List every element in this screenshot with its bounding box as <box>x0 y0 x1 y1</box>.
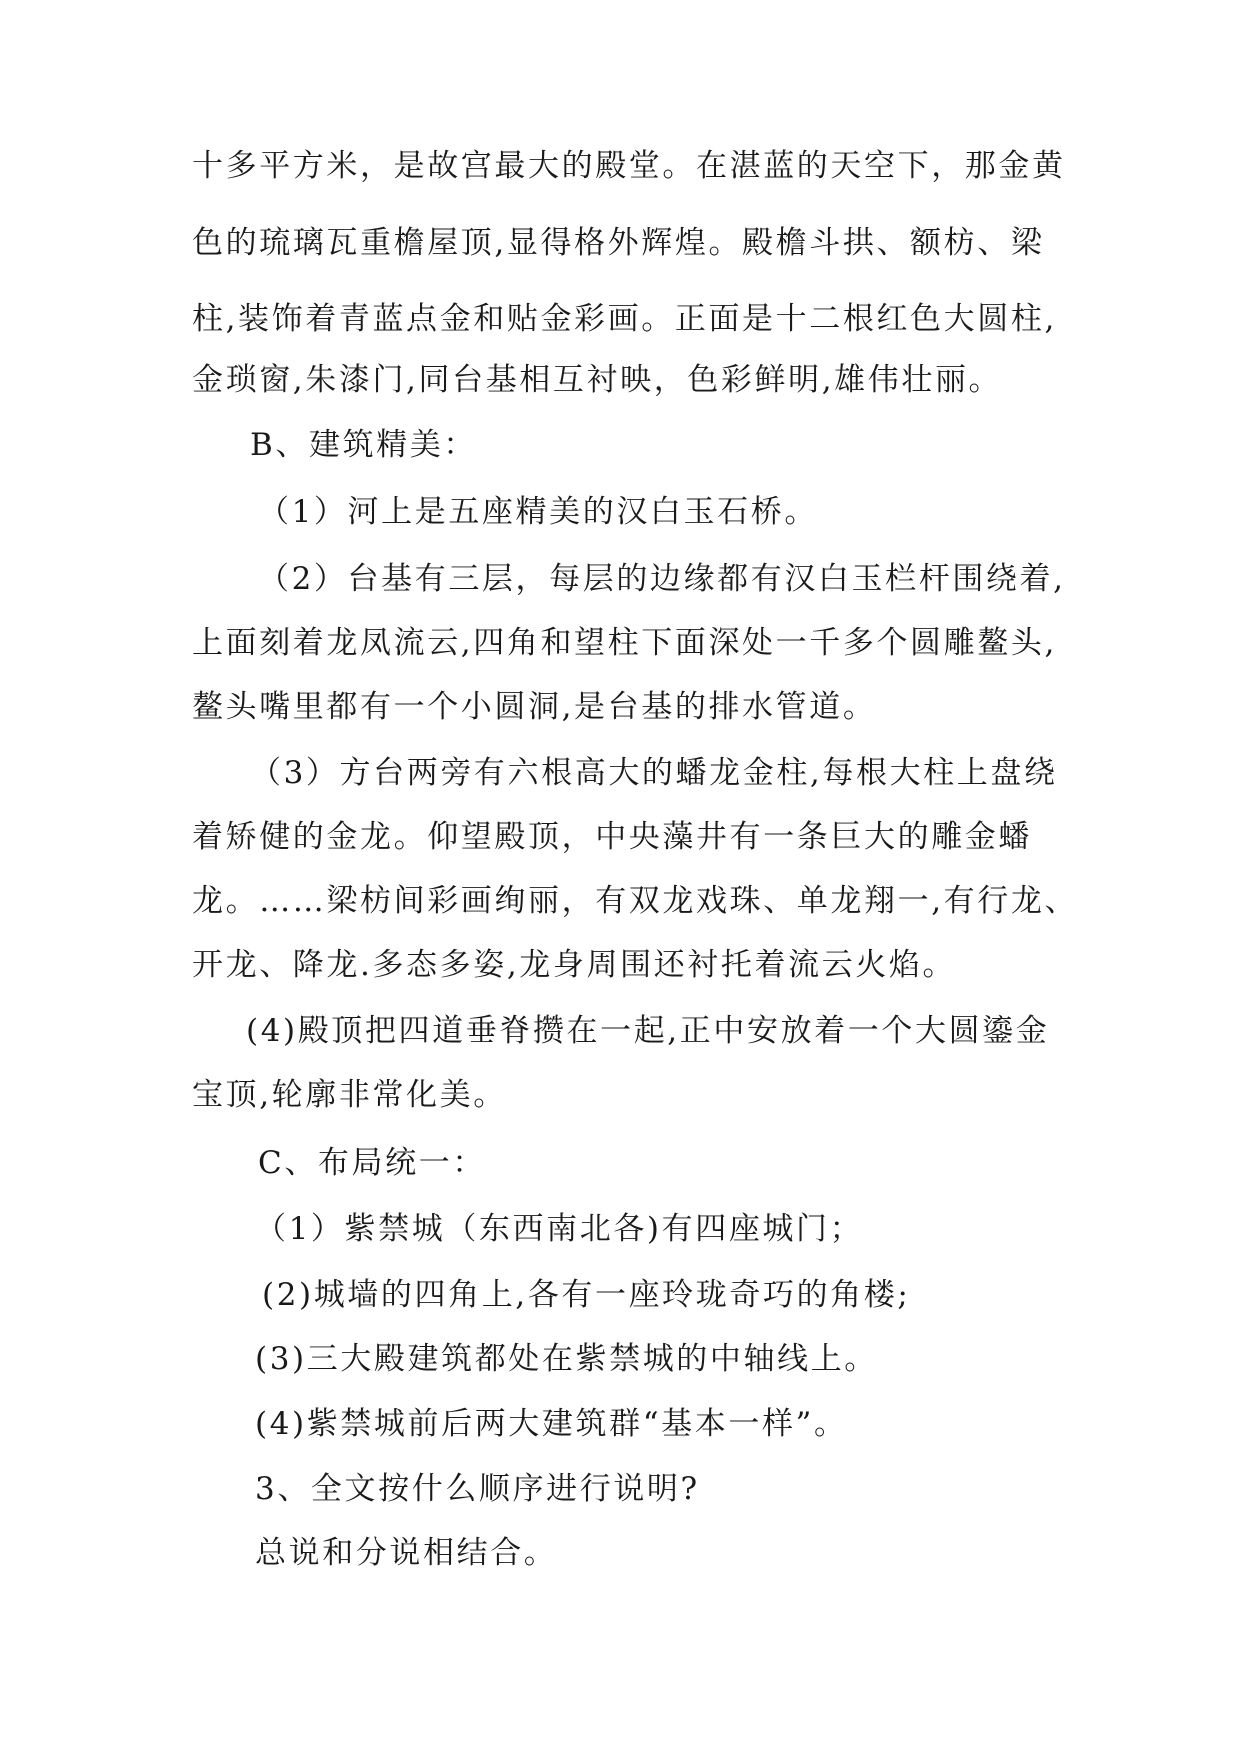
text-line: 龙。……梁枋间彩画绚丽，有双龙戏珠、单龙翔一,有行龙、 <box>192 883 1079 919</box>
text-line: 十多平方米，是故宫最大的殿堂。在湛蓝的天空下，那金黄 <box>192 148 1066 184</box>
section-heading-c: C、布局统一： <box>258 1145 486 1181</box>
text-line: 金琐窗,朱漆门,同台基相互衬映，色彩鲜明,雄伟壮丽。 <box>192 362 1003 398</box>
list-item: （2）台基有三层，每层的边缘都有汉白玉栏杆围绕着, <box>258 561 1066 597</box>
section-heading-b: B、建筑精美： <box>250 427 477 463</box>
list-item: （1）紫禁城（东西南北各)有四座城门； <box>255 1211 864 1247</box>
text-line: 上面刻着龙凤流云,四角和望柱下面深处一千多个圆雕鳌头, <box>192 625 1057 661</box>
text-line: 宝顶,轮廓非常化美。 <box>192 1077 507 1113</box>
text-line: 色的琉璃瓦重檐屋顶,显得格外辉煌。殿檐斗拱、额枋、梁 <box>192 225 1045 261</box>
list-item: (4)紫禁城前后两大建筑群“基本一样”。 <box>255 1406 848 1442</box>
question-line: 3、全文按什么顺序进行说明? <box>255 1471 700 1507</box>
text-line: 着矫健的金龙。仰望殿顶，中央藻井有一条巨大的雕金蟠 <box>192 819 1032 855</box>
text-line: 柱,装饰着青蓝点金和贴金彩画。正面是十二根红色大圆柱, <box>192 301 1057 337</box>
text-line: 开龙、降龙.多态多姿,龙身周围还衬托着流云火焰。 <box>192 947 957 983</box>
list-item: (2)城墙的四角上,各有一座玲珑奇巧的角楼; <box>262 1277 911 1313</box>
list-item: (3)三大殿建筑都处在紫禁城的中轴线上。 <box>255 1341 878 1377</box>
answer-line: 总说和分说相结合。 <box>255 1535 558 1571</box>
list-item: （1）河上是五座精美的汉白玉石桥。 <box>258 494 818 530</box>
list-item: (4)殿顶把四道垂脊攒在一起,正中安放着一个大圆鎏金 <box>246 1013 1050 1049</box>
text-line: 鳌头嘴里都有一个小圆洞,是台基的排水管道。 <box>192 689 877 725</box>
list-item: （3）方台两旁有六根高大的蟠龙金柱,每根大柱上盘绕 <box>250 755 1058 791</box>
